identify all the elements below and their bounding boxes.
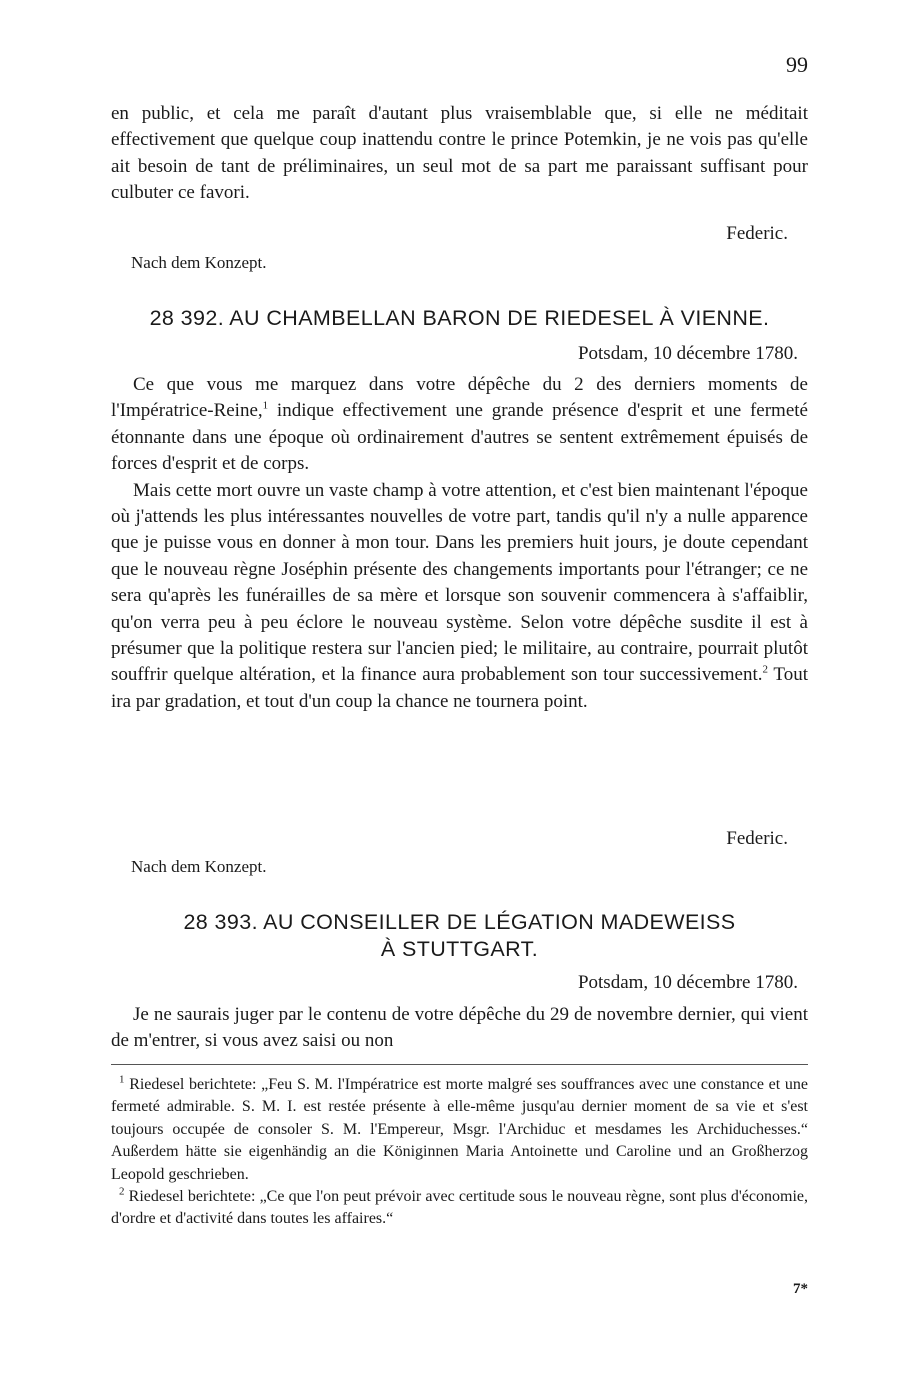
page-number: 99	[786, 52, 808, 77]
footnote-1-text: Riedesel berichtete: „Feu S. M. l'Impératrice est morte malgré ses souffrances avec une constance et une fermeté admirable. S. M. I. est restée présente à elle-même jusqu'au dernier moment de sa vie et s'est toujours occupée de consoler S. M. l'Empereur, Msgr. l'Archiduc et mesdames les Archiduchesses.“ Außerdem hätte sie eigenhändig an die Königinnen Maria Antoinette und Caroline und an Großherzog Leopold geschrieben.	[111, 1076, 809, 1183]
footnote-ref-1: 1	[262, 400, 269, 413]
footnote-2-text: Riedesel berichtete: „Ce que l'on peut prévoir avec certitude sous le nouveau règne, sont plus d'économie, d'ordre et d'activité dans toutes les affaires.“	[111, 1188, 809, 1228]
footnote-2-mark: 2	[119, 1185, 125, 1198]
sheet-mark: 7*	[793, 1281, 808, 1297]
footnote-divider	[111, 1064, 808, 1065]
letter-28392-date: Potsdam, 10 décembre 1780.	[577, 343, 798, 364]
letter-28393-date: Potsdam, 10 décembre 1780.	[577, 972, 798, 993]
intro-paragraph: en public, et cela me paraît d'autant plus vraisemblable que, si elle ne méditait effectivement que quelque coup inattendu contre le prince Potemkin, je ne vois pas qu'elle ait besoin de tant de préliminaires, un seul mot de sa part me paraissant suffisant pour culbuter ce favori.	[111, 103, 808, 204]
letter-28392-paragraph-2	[111, 478, 808, 716]
letter-28392-p1-before: Ce que vous me marquez dans votre dépêche du 2 des derniers moments de l'Impératrice-Reine,	[111, 374, 808, 422]
source-note-1: Nach dem Konzept.	[131, 253, 267, 272]
footnote-1	[111, 1074, 808, 1186]
footnote-2	[111, 1186, 808, 1231]
letter-28392-signature: Federic.	[726, 828, 788, 849]
letter-28393-heading-line-2: À STUTTGART.	[380, 937, 539, 961]
letter-28392-p2-before: Mais cette mort ouvre un vaste champ à votre attention, et c'est bien maintenant l'époque où j'attends les plus intéressantes nouvelles de votre part, tandis qu'il n'y a nulle apparence que je puisse vous en donner à mon tour. Dans les premiers huit jours, je doute cependant que le nouveau règne Joséphin présente des changements importants pour l'étranger; ce ne sera qu'après les funérailles de sa mère et lorsque son souvenir commencera à s'affaiblir, qu'on verra peu à peu éclore le nouveau système. Selon votre dépêche susdite il est à présumer que la politique restera sur l'ancien pied; le militaire, au contraire, pourrait plutôt souffrir quelque altération, et la finance aura probablement son tour successivement.	[111, 479, 808, 686]
footnote-ref-2: 2	[762, 664, 768, 677]
letter-28392-paragraph-1	[111, 372, 808, 478]
letter-28393-paragraph-1: Je ne saurais juger par le contenu de votre dépêche du 29 de novembre dernier, qui vient de m'entrer, si vous avez saisi ou non	[111, 1004, 808, 1052]
footnotes	[111, 1074, 808, 1231]
letter-28392-body	[111, 372, 808, 715]
letter-28393-heading-line-1: 28 393. AU CONSEILLER DE LÉGATION MADEWEISS	[183, 910, 736, 934]
letter-28392-heading: 28 392. AU CHAMBELLAN BARON DE RIEDESEL À VIENNE.	[149, 306, 770, 330]
footnote-1-mark: 1	[119, 1073, 125, 1086]
letter-28392-p1-after: indique effectivement une grande présence d'esprit et une fermeté étonnante dans une époque où ordinairement d'autres se sentent extrêmement épuisés de forces d'esprit et de corps.	[111, 400, 808, 475]
letter-28392-p2-after: Tout ira par gradation, et tout d'un coup la chance ne tournera point.	[111, 664, 808, 712]
letter-28392-source-note: Nach dem Konzept.	[131, 857, 267, 876]
signature-1: Federic.	[726, 223, 788, 244]
